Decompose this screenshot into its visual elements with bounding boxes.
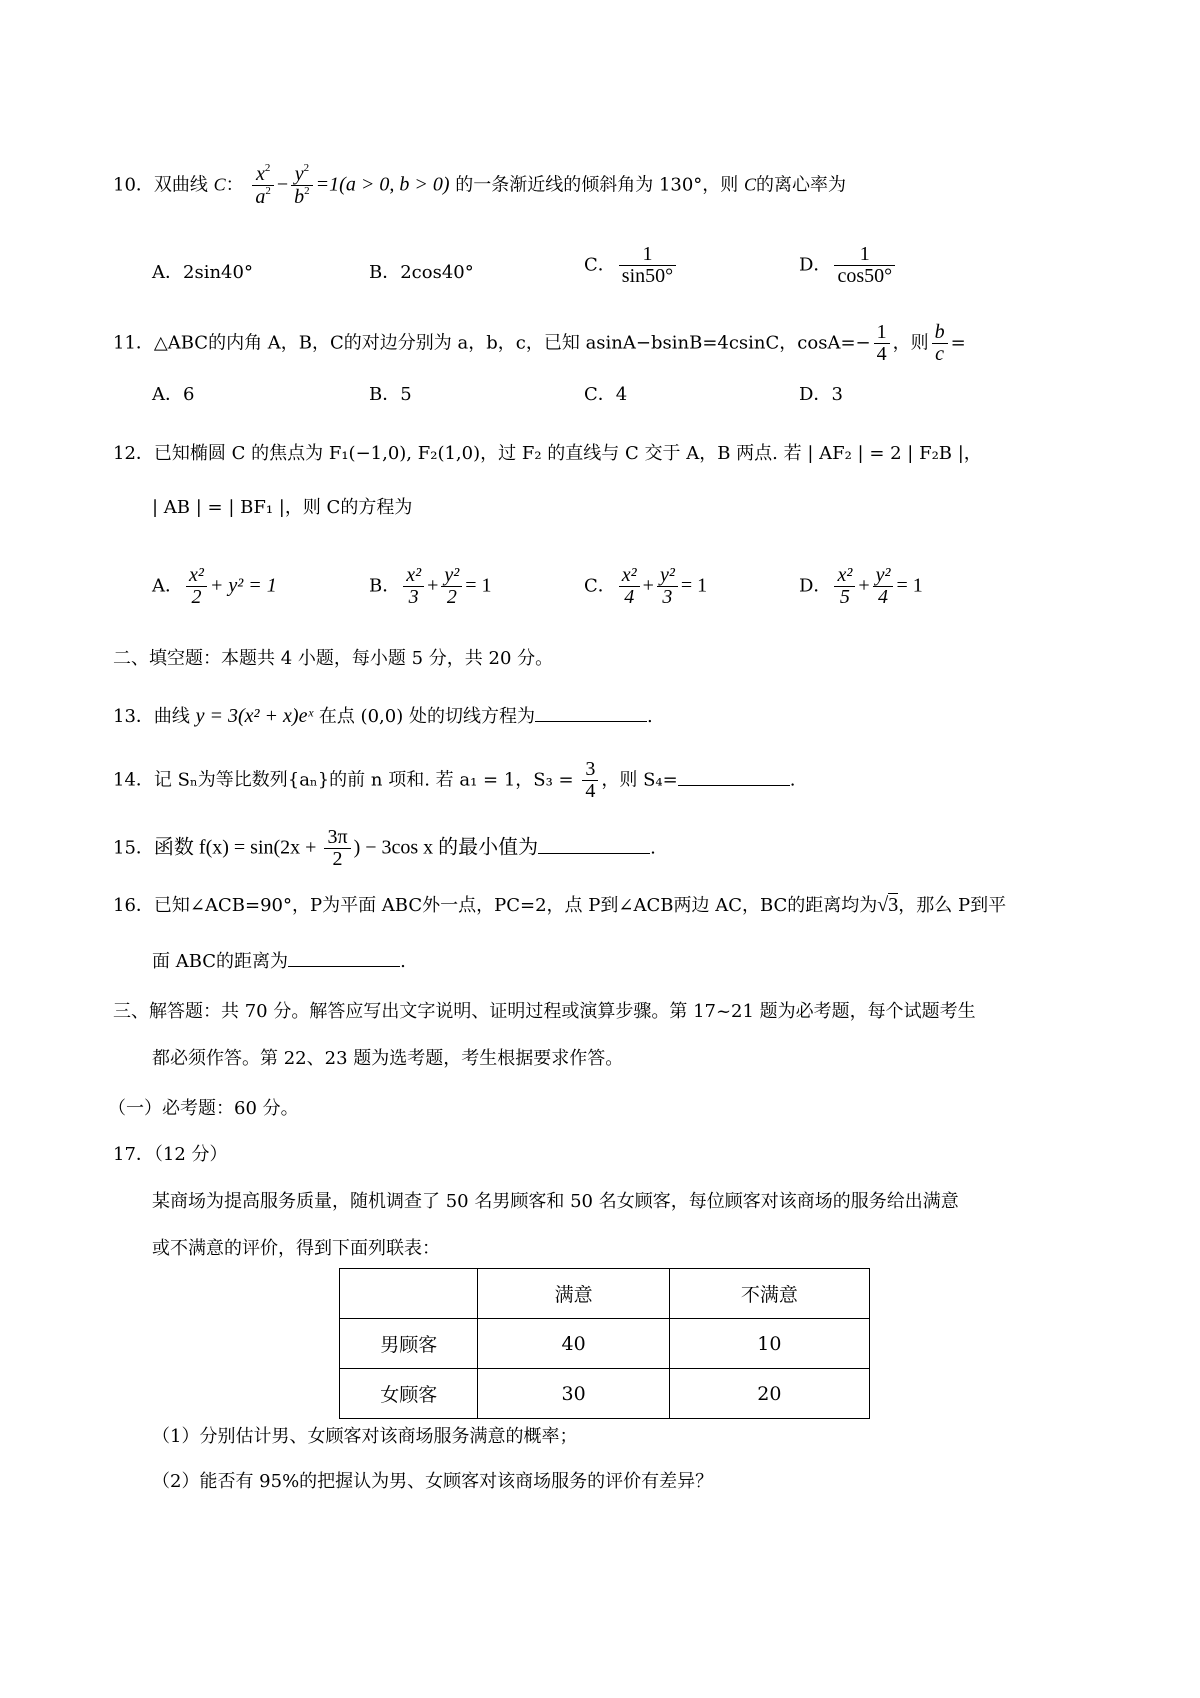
section-3-heading-line2: 都必须作答。第 22、23 题为选考题，考生根据要求作答。 [152, 1048, 624, 1069]
question-17-paragraph: 某商场为提高服务质量，随机调查了 50 名男顾客和 50 名女顾客，每位顾客对该商场的服务给出满意 [152, 1191, 959, 1212]
option-a: A．6 [152, 384, 195, 405]
question-text: 的一条渐近线的倾斜角为 130°，则 [455, 174, 745, 196]
option-a: A．2sin40° [152, 262, 253, 283]
question-13: 13．曲线 y = 3(x² + x)eˣ 在点 (0,0) 处的切线方程为 . [113, 705, 653, 727]
part-1-heading: （一）必考题：60 分。 [108, 1098, 299, 1119]
question-text: △ABC的内角 A，B，C的对边分别为 a，b，c，已知 asinA−bsinB=4csinC，cosA=− [153, 332, 871, 354]
question-number: 14． [113, 769, 154, 791]
option-c: C． $\frac{1}{\sin 50^\circ}$ [584, 244, 679, 287]
section-3-heading: 三、解答题：共 70 分。解答应写出文字说明、证明过程或演算步骤。第 17~21 题为必考题，每个试题考生 [113, 1001, 976, 1022]
sqrt-symbol: √ [877, 894, 889, 916]
option-b: B． $\frac{\text{x²}}{3}$ + $\frac{\text{y²}}{2}$ = 1 [369, 564, 492, 608]
table-header-cell: 不满意 [669, 1269, 869, 1319]
table-header-row [340, 1269, 870, 1319]
question-16: 16．已知∠ACB=90°，P为平面 ABC外一点，PC=2，点 P到∠ACB两边 AC，BC的距离均为√3，那么 P到平 [113, 894, 1007, 916]
question-12-line2: | AB | = | BF₁ |，则 C的方程为 [152, 497, 413, 518]
question-number: 13． [113, 706, 154, 727]
table-header-cell: 满意 [478, 1269, 669, 1319]
answer-blank[interactable] [535, 703, 647, 722]
fraction-x2-a2: $\frac{x^2}{a^2}$ [252, 163, 274, 208]
contingency-table [339, 1268, 870, 1419]
table-cell: 30 [478, 1369, 669, 1419]
sub-question-2: （2）能否有 95%的把握认为男、女顾客对该商场服务的评价有差异？ [152, 1471, 714, 1492]
sub-question-1: （1）分别估计男、女顾客对该商场服务满意的概率； [152, 1426, 578, 1447]
question-15: 15．函数 f(x) = sin(2x + $\frac{3\pi}{2}$ ) − 3cos x 的最小值为 . [113, 826, 656, 870]
question-17-paragraph-line2: 或不满意的评价，得到下面列联表： [152, 1238, 440, 1259]
question-14: 14．记 Sₙ为等比数列{aₙ}的前 n 项和. 若 a₁ = 1，S₃ = $\frac{3}{4}$ ，则 S₄= . [113, 758, 796, 802]
table-cell: 20 [669, 1369, 869, 1419]
question-10: 10．双曲线 C： $\frac{x^2}{a^2}$ − $\frac{y^2}{b^2}$ =1(a > 0, b > 0) 的一条渐近线的倾斜角为 130°，则 C的离心率为 [113, 162, 847, 208]
question-number: 12． [113, 443, 154, 464]
question-number: 15． [113, 837, 154, 859]
option-c: C． $\frac{\text{x²}}{4}$ + $\frac{\text{y²}}{3}$ = 1 [584, 564, 708, 608]
answer-blank[interactable] [538, 835, 650, 854]
option-c: C．4 [584, 384, 628, 405]
question-12 [113, 443, 982, 465]
answer-blank[interactable] [678, 767, 790, 786]
option-a: A． $\frac{\text{x²}}{2}$ + y² = 1 [152, 564, 277, 608]
question-number: 11． [113, 332, 154, 354]
table-cell: 40 [478, 1319, 669, 1369]
question-number: 16． [113, 895, 154, 916]
option-d: D． $\frac{\text{x²}}{5}$ + $\frac{\text{y²}}{4}$ = 1 [799, 564, 923, 608]
option-d: D． $\frac{1}{\cos 50^\circ}$ [799, 244, 898, 287]
table-cell: 10 [669, 1319, 869, 1369]
table-header-cell [340, 1269, 478, 1319]
question-text: 已知椭圆 C 的焦点为 F₁(−1,0), F₂(1,0)，过 F₂ 的直线与 C 交于 A，B 两点. 若 | AF₂ | = 2 | F₂B |， [153, 443, 982, 464]
fraction-y2-b2: $\frac{y^2}{b^2}$ [291, 163, 313, 208]
option-b: B．2cos40° [369, 262, 474, 283]
question-text: 双曲线 [153, 174, 214, 196]
table-row [340, 1319, 870, 1369]
table-cell: 男顾客 [340, 1319, 478, 1369]
question-16-line2: 面 ABC的距离为 . [152, 948, 406, 973]
question-11: 11．△ABC的内角 A，B，C的对边分别为 a，b，c，已知 asinA−bsinB=4csinC，cosA=− $\frac{1}{4}$ ，则 $\frac{b}{c}$ = [113, 321, 966, 365]
answer-blank[interactable] [288, 948, 400, 967]
table-cell: 女顾客 [340, 1369, 478, 1419]
question-number: 10． [113, 174, 154, 196]
table-row [340, 1369, 870, 1419]
score: （12 分） [153, 1144, 228, 1165]
question-number: 17． [113, 1144, 154, 1165]
section-2-heading: 二、填空题：本题共 4 小题，每小题 5 分，共 20 分。 [113, 648, 554, 669]
option-b: B．5 [369, 384, 412, 405]
equation-tail: =1(a > 0, b > 0) [315, 173, 450, 196]
question-17-header [113, 1144, 228, 1166]
option-d: D．3 [799, 384, 843, 405]
